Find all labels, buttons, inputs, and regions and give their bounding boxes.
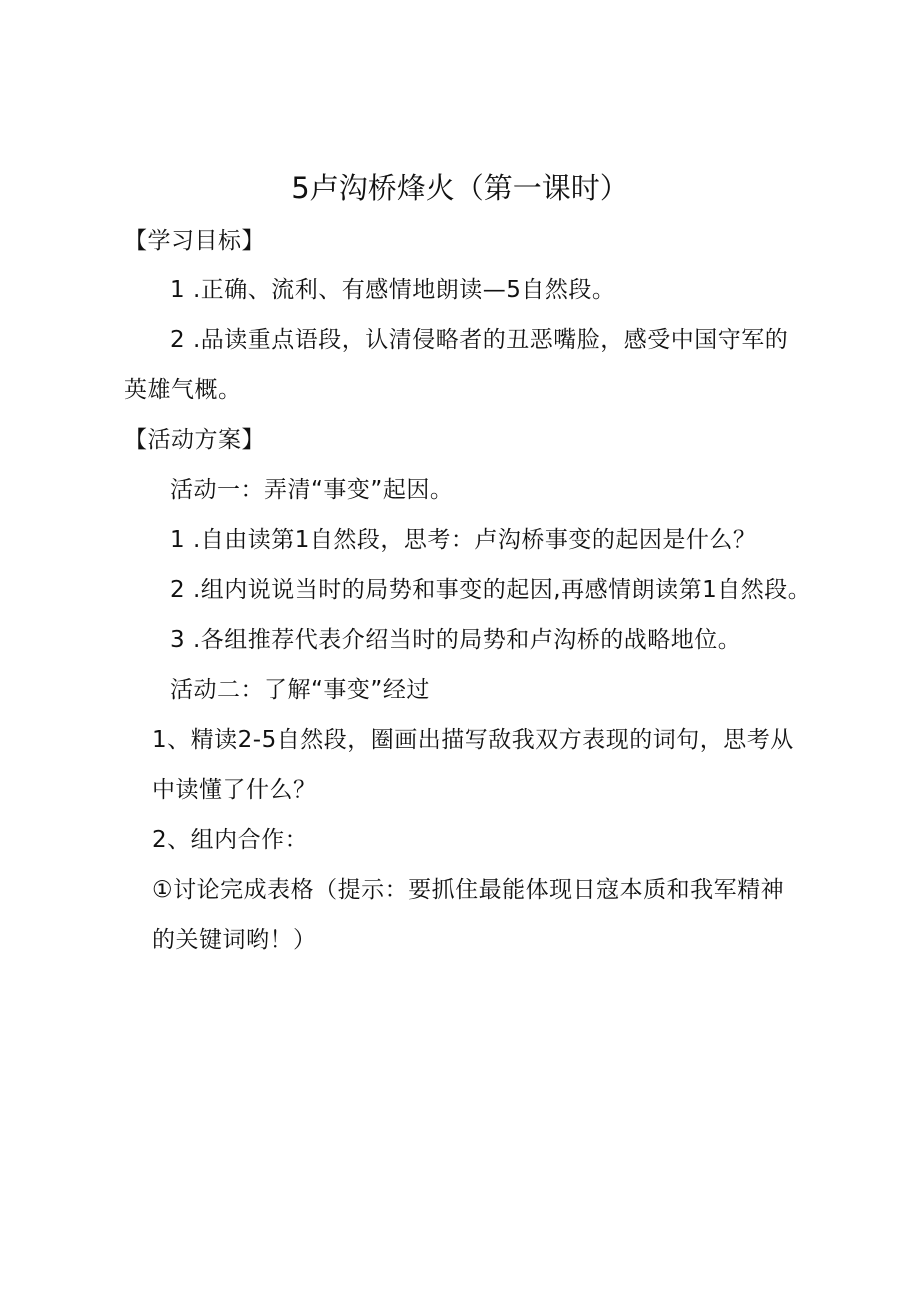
activity-2-title: 活动二：了解“事变”经过 bbox=[170, 677, 430, 703]
objective-item-2-line-2: 英雄气概。 bbox=[124, 377, 242, 403]
activity-2-step-2: 2、组内合作： bbox=[152, 827, 309, 853]
objective-item-2-line-1: 2 .品读重点语段，认清侵略者的丑恶嘴脸，感受中国守军的 bbox=[170, 327, 789, 353]
activity-1-step-3: 3 .各组推荐代表介绍当时的局势和卢沟桥的战略地位。 bbox=[170, 627, 742, 653]
activity-2-sub-1-line-1: ①讨论完成表格（提示：要抓住最能体现日寇本质和我军精神 bbox=[152, 877, 785, 903]
activity-2-step-1-line-1: 1、精读2-5自然段，圈画出描写敌我双方表现的词句，思考从 bbox=[152, 727, 794, 753]
objectives-heading: 【学习目标】 bbox=[124, 228, 265, 254]
activity-1-step-2: 2 .组内说说当时的局势和事变的起因,再感情朗读第1自然段。 bbox=[170, 577, 812, 603]
objective-item-1: 1 .正确、流利、有感情地朗读—5自然段。 bbox=[170, 277, 616, 303]
activities-heading: 【活动方案】 bbox=[124, 427, 265, 453]
activity-2-sub-1-line-2: 的关键词哟！） bbox=[152, 927, 317, 953]
activity-1-step-1: 1 .自由读第1自然段，思考：卢沟桥事变的起因是什么？ bbox=[170, 527, 757, 553]
page-title: 5卢沟桥烽火（第一课时） bbox=[291, 171, 629, 205]
activity-2-step-1-line-2: 中读懂了什么？ bbox=[152, 777, 317, 803]
activity-1-title: 活动一：弄清“事变”起因。 bbox=[170, 477, 454, 503]
